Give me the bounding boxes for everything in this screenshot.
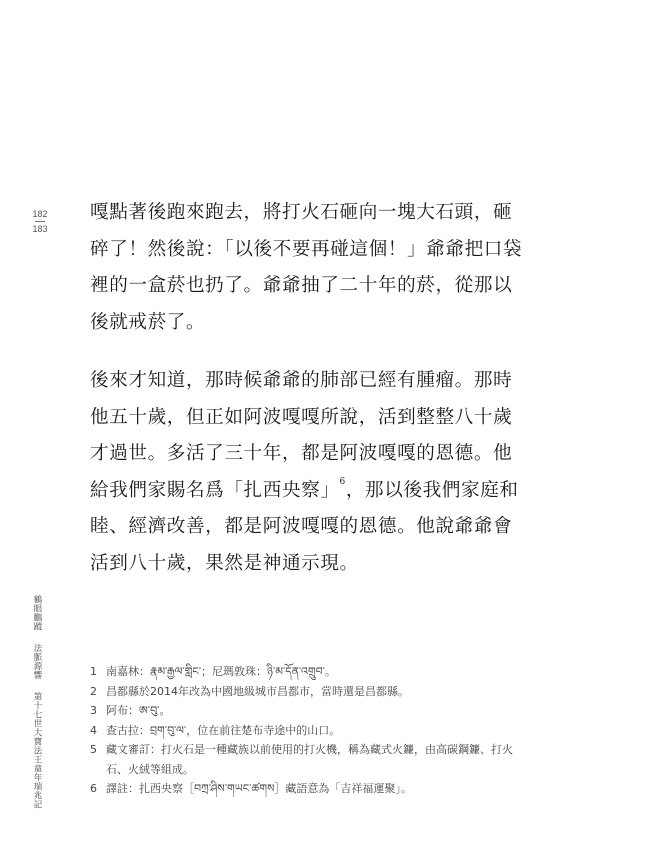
paragraph-2 bbox=[90, 363, 530, 582]
footnote-text: 阿布：ཨ་བུ་。 bbox=[106, 704, 171, 717]
body-text bbox=[90, 195, 530, 604]
running-title-part-3: 第十七世大寶法王童年瑞兆記 bbox=[32, 691, 42, 809]
footnote-2 bbox=[90, 682, 530, 702]
paragraph-2-text-before: 後來才知道，那時候爺爺的肺部已經有腫瘤。那時他五十歲，但正如阿波嘎嘎所說，活到整整八十歲才過世。多活了三十年，都是阿波嘎嘎的恩德。他給我們家賜名爲「扎西央察」 bbox=[90, 370, 513, 501]
footnote-number: 5 bbox=[90, 743, 97, 756]
footnote-number: 2 bbox=[90, 684, 97, 698]
footnote-number: 6 bbox=[90, 782, 97, 795]
footnote-number: 4 bbox=[90, 723, 97, 737]
footnotes bbox=[90, 662, 530, 799]
footnote-ref-6: 6 bbox=[339, 476, 346, 487]
page-number-divider bbox=[35, 221, 45, 222]
footnote-text: 藏文審訂：打火石是一種藏族以前使用的打火機，稱為藏式火鐮，由高碳鋼鐮、打火石、火絨等組成。 bbox=[106, 743, 513, 776]
page-number-right: 183 bbox=[32, 224, 48, 234]
paragraph-1: 嘎點著後跑來跑去，將打火石砸向一塊大石頭，砸碎了！然後說：「以後不要再碰這個！」爺爺把口袋裡的一盒菸也扔了。爺爺抽了二十年的菸，從那以後就戒菸了。 bbox=[90, 202, 523, 333]
footnote-3 bbox=[90, 701, 530, 721]
footnote-4 bbox=[90, 721, 530, 741]
running-title-part-2: 法脈源響 bbox=[32, 643, 42, 680]
page-number bbox=[30, 208, 50, 235]
footnote-1 bbox=[90, 662, 530, 682]
footnote-text: 譯註：扎西央察［བཀྲ་ཤིས་གཡང་ཚགས］藏語意為「吉祥福運聚」。 bbox=[106, 782, 412, 795]
footnote-number: 1 bbox=[90, 665, 97, 678]
footnote-number: 3 bbox=[90, 704, 97, 717]
page-number-left: 182 bbox=[32, 209, 48, 219]
footnote-6 bbox=[90, 779, 530, 799]
footnote-text: 查古拉：བྲག་བུ་ལ་，位在前往楚布寺途中的山口。 bbox=[106, 723, 341, 737]
running-title-part-1: 鶴眼鵬蹤 bbox=[32, 595, 42, 631]
paragraph-2-text-after: ，那以後我們家庭和睦、經濟改善，都是阿波嘎嘎的恩德。他說爺爺會活到八十歲，果然是神通示現。 bbox=[90, 479, 519, 574]
running-title bbox=[31, 595, 43, 809]
footnote-text: 昌都縣於2014年改為中國地級城市昌都市，當時還是昌都縣。 bbox=[106, 684, 409, 698]
footnote-5 bbox=[90, 740, 530, 779]
footnote-text: 南嘉林：རྣམ་རྒྱལ་གླིང་；尼瑪敦珠：ཉི་མ་དོན་འགྲུབ་。 bbox=[106, 665, 336, 678]
